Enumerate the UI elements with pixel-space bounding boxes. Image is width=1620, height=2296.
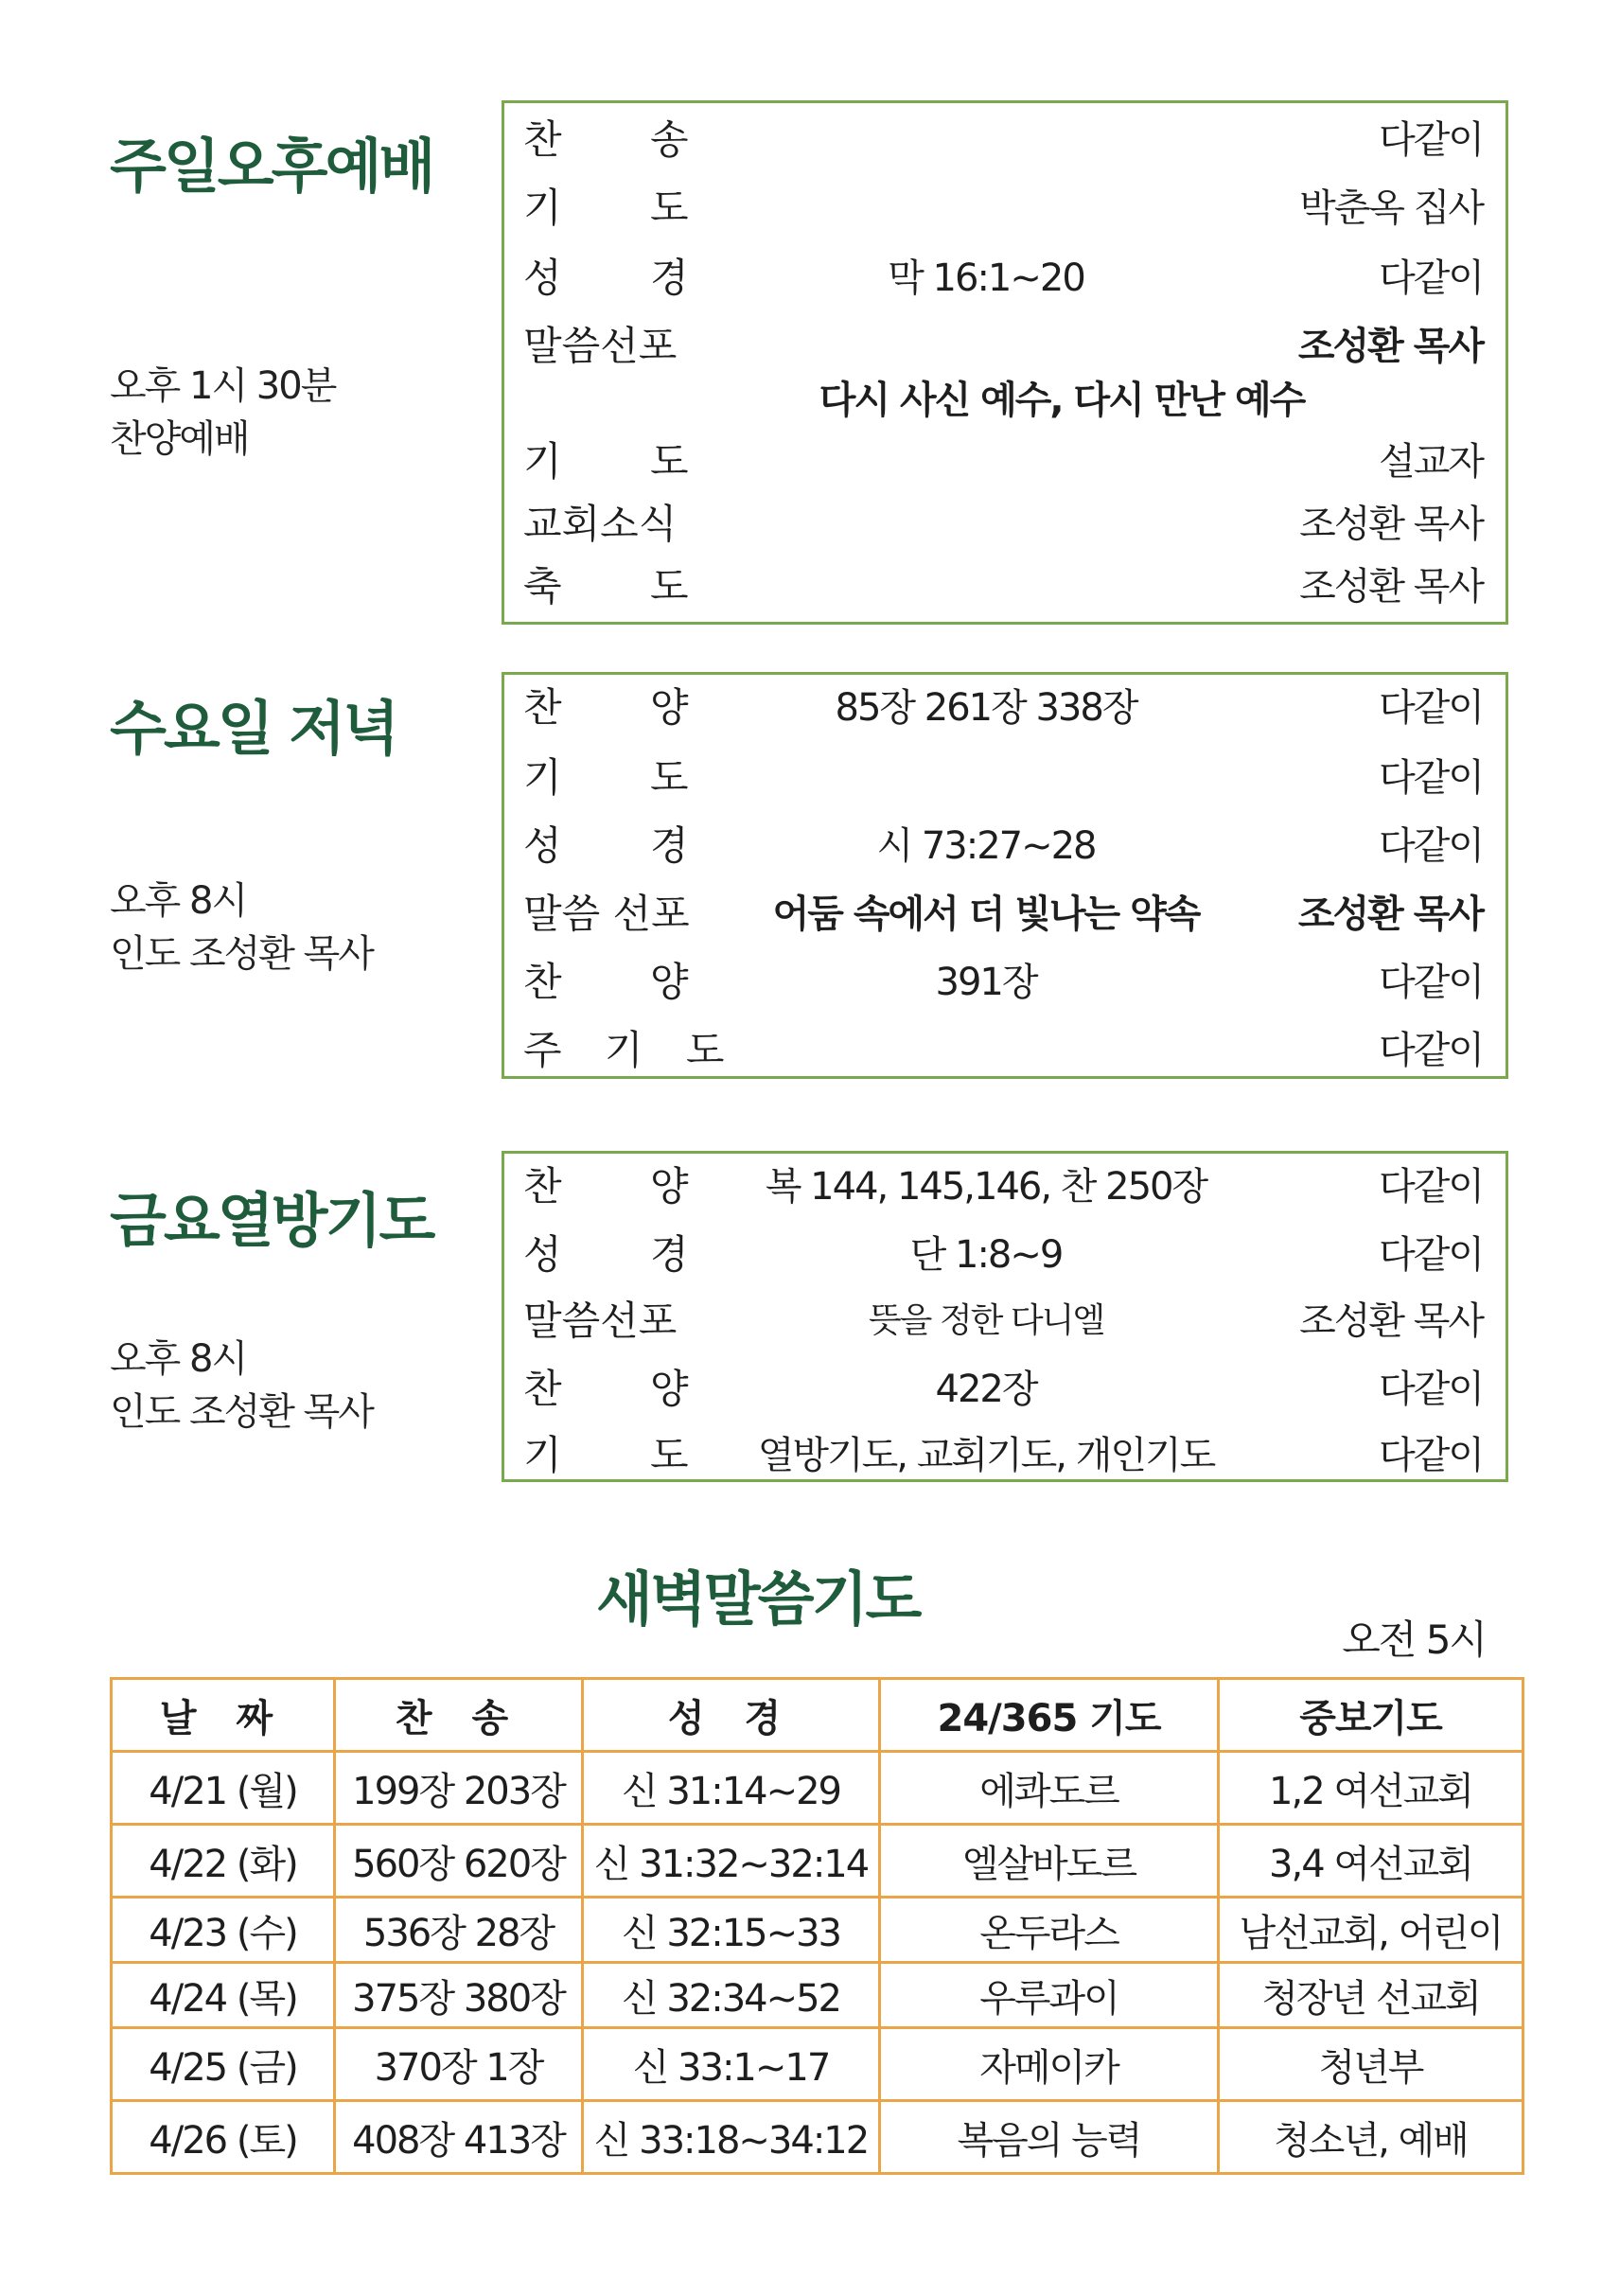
order-row [504,1154,1506,1220]
label-char: 경 [650,255,689,301]
order-leader: 조성환 목사 [1297,892,1483,936]
order-row [504,107,1506,173]
order-row [504,313,1506,380]
table-row [112,2028,1523,2101]
header-scripture: 성 경 [583,1679,880,1752]
order-detail: 어둠 속에서 더 빛나는 약속 [772,892,1200,936]
order-row [504,1222,1506,1288]
order-label: 교회소식 [523,501,678,547]
friday-note-time: 오후 8시 [110,1337,247,1381]
order-leader: 조성환 목사 [1299,1299,1483,1343]
order-row [504,1422,1506,1489]
cell-date: 4/24 (목) [112,1963,335,2028]
label-char: 찬 [523,1163,562,1210]
label-char: 축 [523,563,562,609]
order-detail: 422장 [935,1368,1037,1411]
cell-country: 복음의 능력 [880,2101,1219,2174]
cell-hymn: 375장 380장 [335,1963,583,2028]
order-leader: 다같이 [1379,118,1483,162]
wednesday-title: 수요일 저녁 [110,694,397,763]
label-char: 찬 [523,684,562,731]
label-char: 성 [523,822,562,869]
order-detail: 막 16:1~20 [888,256,1084,300]
cell-scripture: 신 33:1~17 [583,2028,880,2101]
label-char: 경 [650,1231,689,1278]
label-char: 도 [650,438,689,485]
order-leader: 다같이 [1379,256,1483,300]
label-char: 성 [523,255,562,301]
order-leader: 박춘옥 집사 [1299,186,1483,230]
cell-hymn: 560장 620장 [335,1825,583,1898]
table-header-row [112,1679,1523,1752]
cell-intercession: 3,4 여선교회 [1219,1825,1523,1898]
order-row [504,813,1506,879]
order-leader: 다같이 [1379,1434,1483,1477]
order-leader: 다같이 [1379,686,1483,730]
table-row [112,1752,1523,1825]
order-row [504,245,1506,311]
wednesday-note [110,874,373,980]
cell-date: 4/25 (금) [112,2028,335,2101]
order-leader: 다같이 [1379,824,1483,868]
wednesday-order-box [502,672,1508,1079]
cell-intercession: 1,2 여선교회 [1219,1752,1523,1825]
order-row [504,881,1506,947]
label-char: 기 [523,1432,562,1478]
sunday-title: 주일오후예배 [110,132,433,201]
cell-date: 4/23 (수) [112,1898,335,1963]
wednesday-note-time: 오후 8시 [110,879,247,923]
cell-scripture: 신 31:14~29 [583,1752,880,1825]
order-row [504,1017,1506,1084]
cell-hymn: 408장 413장 [335,2101,583,2174]
cell-scripture: 신 33:18~34:12 [583,2101,880,2174]
sunday-note-time: 오후 1시 30분 [110,364,336,408]
order-leader: 다같이 [1379,756,1483,800]
sunday-note [110,360,335,466]
label-char: 도 [650,185,689,231]
order-label: 말씀선포 [523,323,678,369]
order-row [504,554,1506,620]
order-row [504,429,1506,495]
label-char: 도 [650,563,689,609]
cell-country: 에콰도르 [880,1752,1219,1825]
order-detail: 시 73:27~28 [876,824,1096,868]
label-char: 도 [650,754,689,801]
header-date: 날 짜 [112,1679,335,1752]
order-leader: 조성환 목사 [1297,325,1483,368]
cell-date: 4/21 (월) [112,1752,335,1825]
cell-scripture: 신 32:15~33 [583,1898,880,1963]
table-row [112,1963,1523,2028]
order-row [504,949,1506,1016]
order-leader: 다같이 [1379,961,1483,1004]
order-leader: 다같이 [1379,1165,1483,1209]
label-char: 기 [523,754,562,801]
order-label: 말씀선포 [523,1298,678,1344]
friday-title: 금요열방기도 [110,1186,433,1255]
order-row [504,745,1506,811]
table-row [112,1898,1523,1963]
order-detail: 뜻을 정한 다니엘 [868,1301,1104,1340]
cell-country: 엘살바도르 [880,1825,1219,1898]
sunday-note-desc: 찬양예배 [110,417,249,461]
label-char: 도 [650,1432,689,1478]
wednesday-note-leader: 인도 조성환 목사 [110,932,373,976]
label-char: 양 [650,684,689,731]
cell-hymn: 199장 203장 [335,1752,583,1825]
header-intercession: 중보기도 [1219,1679,1523,1752]
order-row [504,491,1506,557]
order-leader: 다같이 [1379,1368,1483,1411]
order-row [504,1288,1506,1354]
sunday-order-box [502,100,1508,625]
cell-intercession: 청소년, 예배 [1219,2101,1523,2174]
label-char: 찬 [523,1366,562,1412]
cell-scripture: 신 32:34~52 [583,1963,880,2028]
order-leader: 설교자 [1379,440,1483,484]
label-char: 양 [650,1366,689,1412]
label-char: 기 [523,438,562,485]
order-row [504,175,1506,241]
cell-intercession: 청년부 [1219,2028,1523,2101]
cell-date: 4/26 (토) [112,2101,335,2174]
header-prayer-2436: 24/365 기도 [880,1679,1219,1752]
order-row [504,675,1506,741]
header-hymn: 찬 송 [335,1679,583,1752]
cell-country: 온두라스 [880,1898,1219,1963]
friday-note-leader: 인도 조성환 목사 [110,1390,373,1434]
order-detail: 복 144, 145,146, 찬 250장 [765,1165,1207,1209]
order-leader: 조성환 목사 [1299,565,1483,609]
order-leader: 다같이 [1379,1029,1483,1072]
order-detail: 85장 261장 338장 [835,686,1137,730]
cell-hymn: 536장 28장 [335,1898,583,1963]
label-char: 송 [650,116,689,163]
cell-country: 자메이카 [880,2028,1219,2101]
friday-note [110,1333,373,1439]
sermon-title: 다시 사신 예수, 다시 만난 예수 [819,379,1305,422]
cell-scripture: 신 31:32~32:14 [583,1825,880,1898]
order-leader: 조성환 목사 [1299,503,1483,546]
label-char: 양 [650,959,689,1005]
label-char: 양 [650,1163,689,1210]
table-row [112,2101,1523,2174]
order-detail: 391장 [935,961,1037,1004]
order-detail: 열방기도, 교회기도, 개인기도 [757,1434,1215,1477]
label-char: 찬 [523,116,562,163]
cell-intercession: 남선교회, 어린이 [1219,1898,1523,1963]
cell-date: 4/22 (화) [112,1825,335,1898]
dawn-schedule-table [110,1677,1524,2175]
cell-hymn: 370장 1장 [335,2028,583,2101]
label-char: 경 [650,822,689,869]
friday-order-box [502,1151,1508,1482]
cell-country: 우루과이 [880,1963,1219,2028]
order-leader: 다같이 [1379,1233,1483,1277]
order-label: 주 기 도 [523,1027,740,1073]
order-label: 말씀 선포 [523,891,690,937]
dawn-title: 새벽말씀기도 [596,1564,920,1634]
cell-intercession: 청장년 선교회 [1219,1963,1523,2028]
label-char: 성 [523,1231,562,1278]
dawn-time: 오전 5시 [1342,1616,1486,1663]
order-row [504,1356,1506,1422]
order-detail: 단 1:8~9 [909,1233,1063,1277]
label-char: 찬 [523,959,562,1005]
label-char: 기 [523,185,562,231]
table-row [112,1825,1523,1898]
